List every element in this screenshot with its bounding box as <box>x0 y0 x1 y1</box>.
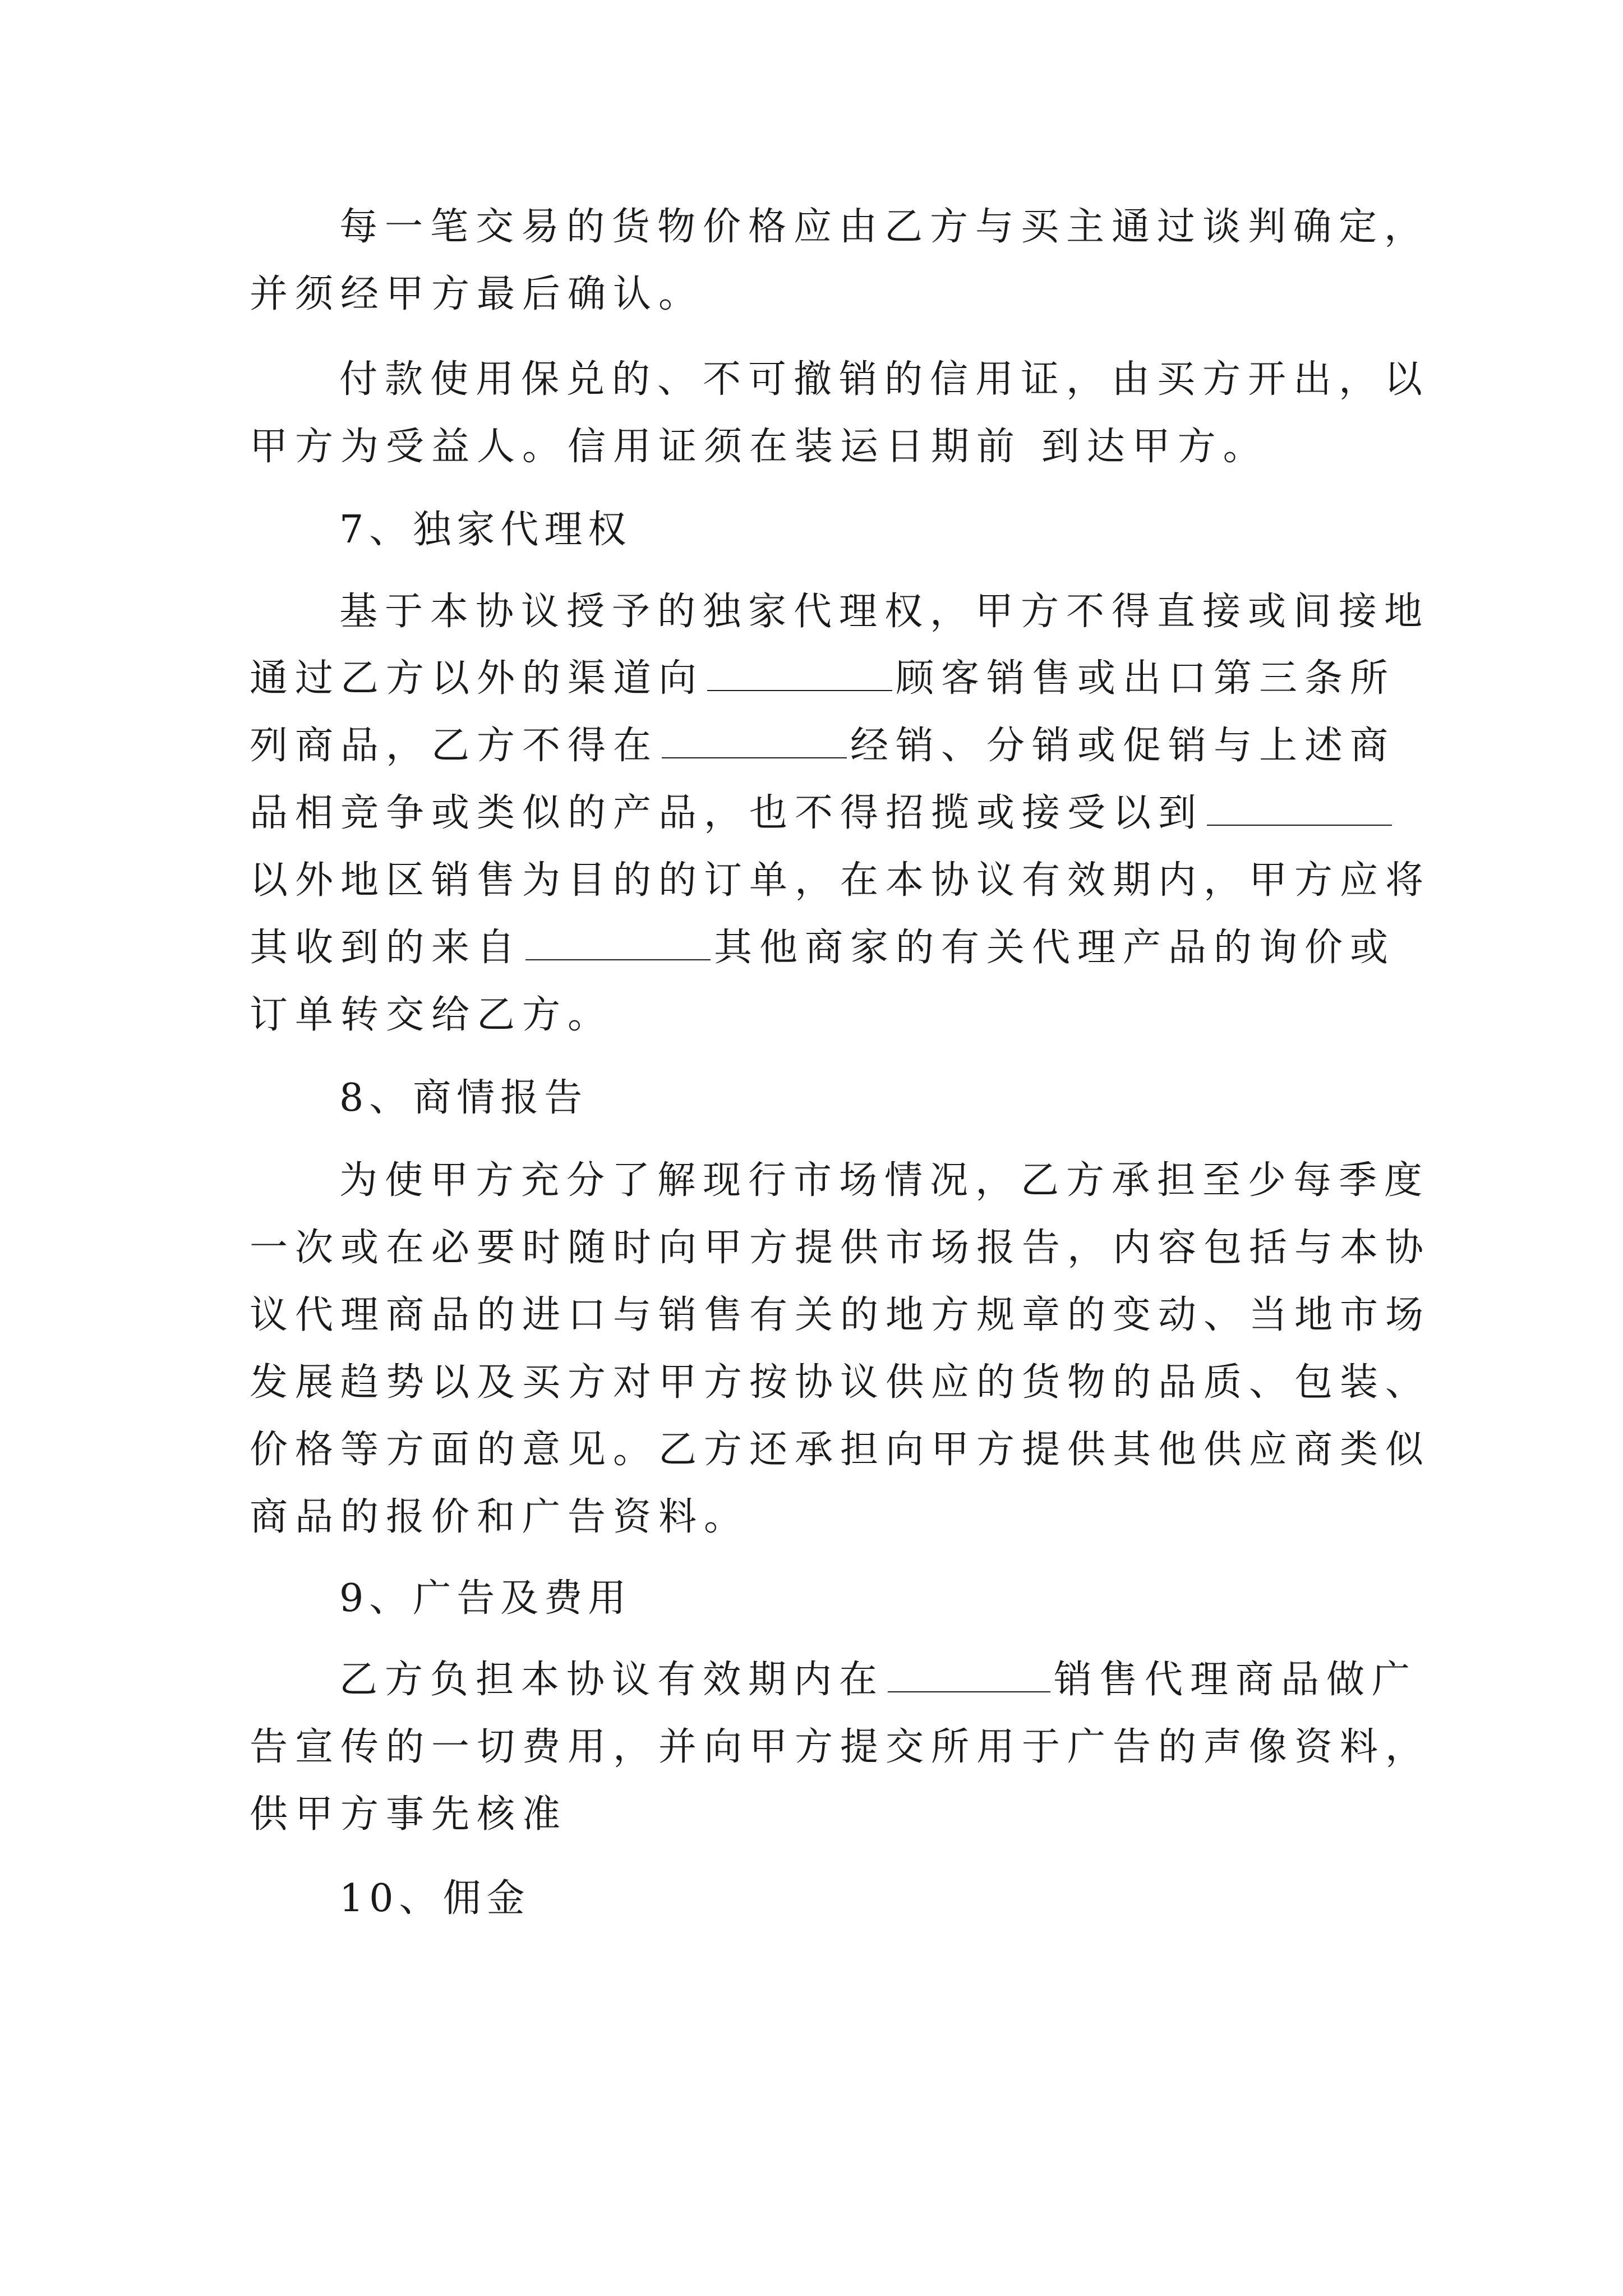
line-text: 乙方负担本协议有效期内在 <box>339 1658 885 1702</box>
paragraph-line: 基于本协议授予的独家代理权，甲方不得直接或间接地 <box>339 590 1430 634</box>
line-text: 顾客销售或出口第三条所 <box>896 656 1396 701</box>
line-text: 经销、分销或促销与上述商 <box>850 724 1396 768</box>
paragraph-line: 并须经甲方最后确认。 <box>250 272 704 316</box>
paragraph-line: 商品的报价和广告资料。 <box>250 1495 750 1539</box>
paragraph-line: 发展趋势以及买方对甲方按协议供应的货物的品质、包装、 <box>250 1360 1431 1405</box>
fill-in-blank <box>662 724 847 758</box>
paragraph-line: 订单转交给乙方。 <box>250 993 614 1037</box>
paragraph-line: 为使甲方充分了解现行市场情况，乙方承担至少每季度 <box>339 1158 1430 1203</box>
paragraph-line <box>250 923 1395 973</box>
paragraph-line: 一次或在必要时随时向甲方提供市场报告，内容包括与本协 <box>250 1226 1431 1270</box>
paragraph-line: 议代理商品的进口与销售有关的地方规章的变动、当地市场 <box>250 1293 1431 1337</box>
paragraph-line: 供甲方事先核准 <box>250 1792 568 1837</box>
paragraph-line <box>250 788 1395 839</box>
line-text: 其收到的来自 <box>250 926 523 970</box>
paragraph-line <box>250 721 1395 771</box>
paragraph-line <box>339 1655 1417 1705</box>
line-text: 列商品，乙方不得在 <box>250 724 659 768</box>
fill-in-blank <box>1207 791 1392 826</box>
paragraph-line: 告宣传的一切费用，并向甲方提交所用于广告的声像资料， <box>250 1725 1431 1769</box>
line-text: 销售代理商品做广 <box>1054 1658 1418 1702</box>
paragraph-line: 付款使用保兑的、不可撤销的信用证，由买方开出，以 <box>339 357 1430 402</box>
fill-in-blank <box>888 1658 1050 1692</box>
line-text: 通过乙方以外的渠道向 <box>250 656 704 701</box>
section-heading: 9、广告及费用 <box>339 1576 632 1621</box>
paragraph-line: 每一笔交易的货物价格应由乙方与买主通过谈判确定， <box>339 205 1430 249</box>
paragraph-line <box>250 654 1395 704</box>
paragraph-line: 甲方为受益人。信用证须在装运日期前 到达甲方。 <box>250 425 1269 469</box>
line-text: 其他商家的有关代理产品的询价或 <box>714 926 1396 970</box>
line-text: 品相竞争或类似的产品，也不得招揽或接受以到 <box>250 791 1204 835</box>
fill-in-blank <box>707 656 892 691</box>
paragraph-line: 价格等方面的意见。乙方还承担向甲方提供其他供应商类似 <box>250 1428 1431 1472</box>
section-heading: 8、商情报告 <box>339 1076 588 1120</box>
section-heading: 7、独家代理权 <box>339 508 632 552</box>
paragraph-line: 以外地区销售为目的的订单，在本协议有效期内，甲方应将 <box>250 858 1431 903</box>
fill-in-blank <box>525 926 711 960</box>
section-heading: 10、佣金 <box>339 1876 531 1921</box>
